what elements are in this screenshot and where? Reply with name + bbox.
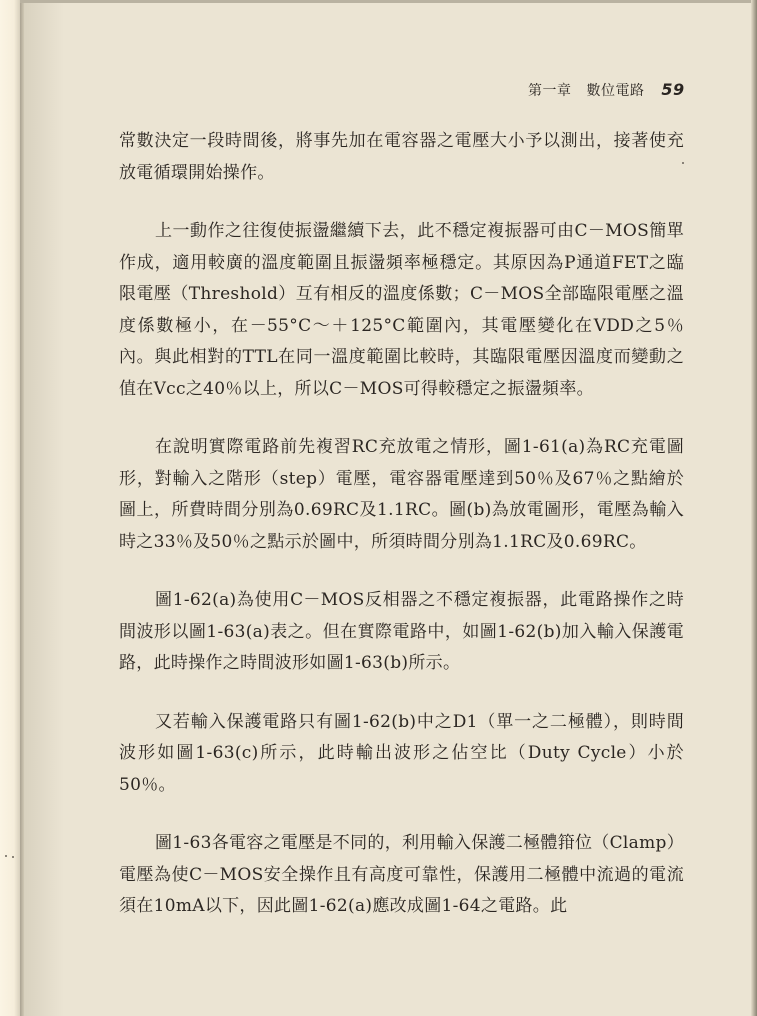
page-left-margin-edge <box>0 0 20 1016</box>
page-number: 59 <box>661 80 685 99</box>
chapter-label: 第一章 <box>528 83 572 99</box>
scan-speck <box>12 856 14 858</box>
page-top-edge <box>20 0 757 3</box>
page-binding-shadow <box>24 0 64 1016</box>
running-header <box>528 80 685 100</box>
paragraph-clamp-diode: 圖1-63各電容之電壓是不同的，利用輸入保護二極體箝位（Clamp）電壓為使C－MOS安全操作且有高度可靠性，保護用二極體中流過的電流須在10mA以下，因此圖1-62(a)應改成圖1-64之電路。此 <box>119 833 684 916</box>
scan-speck <box>5 855 7 857</box>
scan-speck <box>682 162 684 164</box>
paragraph-cmos-astable: 上一動作之往復使振盪繼續下去，此不穩定複振器可由C－MOS簡單作成，適用較廣的溫度範圍且振盪頻率極穩定。其原因為P通道FET之臨限電壓（Threshold）互有相反的溫度係數；C－MOS全部臨限電壓之溫度係數極小，在－55°C～＋125°C範圍內，其電壓變化在VDD之5％內。與此相對的TTL在同一溫度範圍比較時，其臨限電壓因溫度而變動之值在Vcc之40％以上，所以C－MOS可得較穩定之振盪頻率。 <box>119 221 684 399</box>
body-text <box>119 126 684 950</box>
paragraph-duty-cycle: 又若輸入保護電路只有圖1-62(b)中之D1（單一之二極體），則時間波形如圖1-63(c)所示，此時輸出波形之佔空比（Duty Cycle）小於50％。 <box>119 711 684 795</box>
page-right-edge <box>751 0 757 1016</box>
section-title: 數位電路 <box>586 83 645 99</box>
paragraph-rc-charge-review: 在說明實際電路前先複習RC充放電之情形，圖1-61(a)為RC充電圖形，對輸入之階形（step）電壓，電容器電壓達到50％及67％之點繪於圖上，所費時間分別為0.69RC及1.1RC。圖(b)為放電圖形，電壓為輸入時之33％及50％之點示於圖中，所須時間分別為1.1RC及0.69RC。 <box>119 437 684 552</box>
paragraph-fig-1-62: 圖1-62(a)為使用C－MOS反相器之不穩定複振器，此電路操作之時間波形以圖1-63(a)表之。但在實際電路中，如圖1-62(b)加入輸入保護電路，此時操作之時間波形如圖1-63(b)所示。 <box>119 590 684 673</box>
paragraph-continuation: 常數決定一段時間後，將事先加在電容器之電壓大小予以測出，接著使充放電循環開始操作。 <box>119 131 684 183</box>
